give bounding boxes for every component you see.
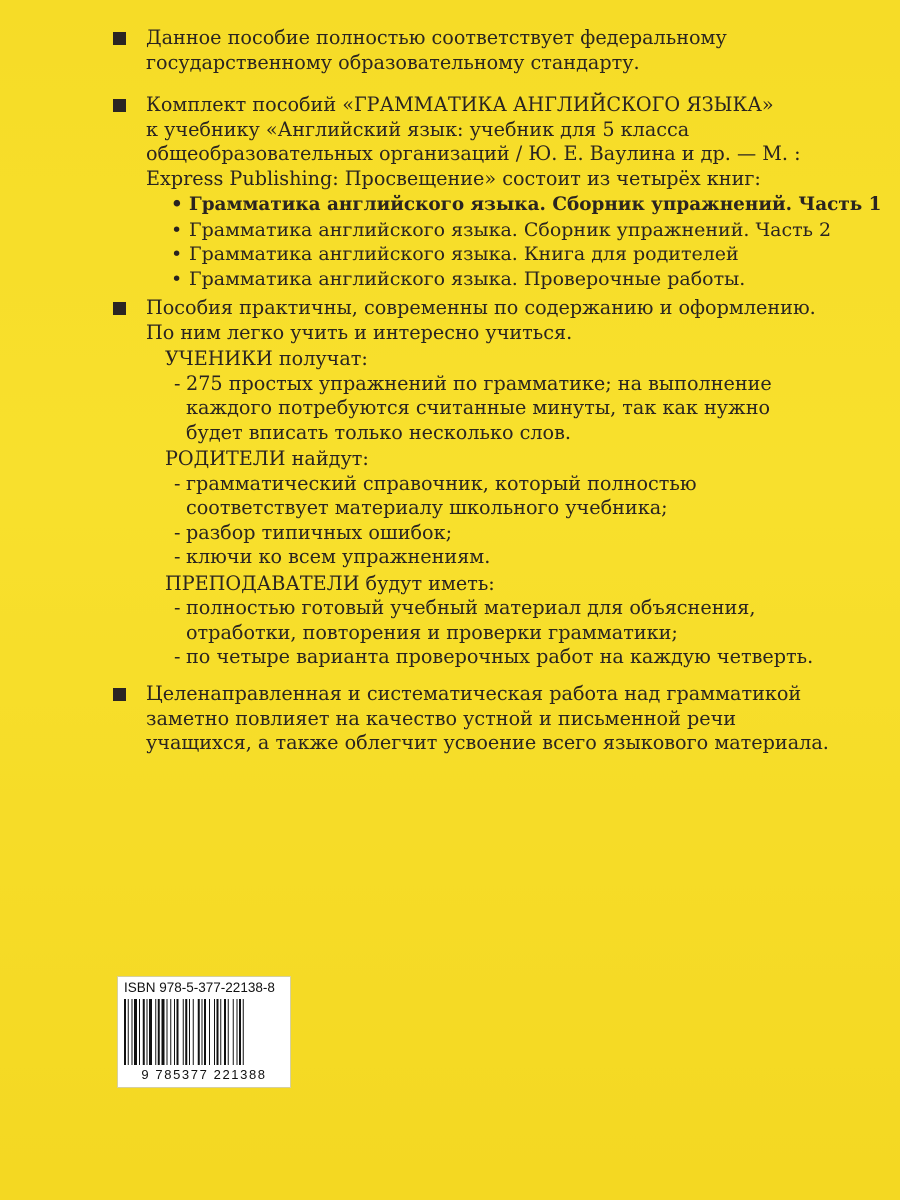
list-item: - грамматический справочник, который полностью соответствует материалу школьного учебника; [174,472,883,521]
book-item: • Грамматика английского языка. Сборник упражнений. Часть 1 [171,193,883,218]
isbn-label: ISBN 978-5-377-22138-8 [124,980,275,995]
standard-text: Данное пособие полностью соответствует федеральному государственному образовательному стандарту. [146,26,727,74]
section-features [113,296,883,670]
students-list [174,372,883,446]
kit-text: Комплект пособий «ГРАММАТИКА АНГЛИЙСКОГО ЯЗЫКА» к учебнику «Английский язык: учебник для 5 класса общеобразовательных организаций / Ю. Е. Ваулина и др. — М. : Express Publishing: Просвещение» состоит из четырёх книг: [146,93,801,190]
teachers-title: ПРЕПОДАВАТЕЛИ будут иметь: [165,571,495,595]
parents-list [174,472,883,570]
students-title: УЧЕНИКИ получат: [165,347,368,370]
book-item: • Грамматика английского языка. Сборник упражнений. Часть 2 [171,218,883,243]
list-item: - полностью готовый учебный материал для объяснения, отработки, повторения и проверки грамматики; [174,596,883,645]
book-item: • Грамматика английского языка. Проверочные работы. [171,267,883,292]
book-list [171,193,883,291]
features-text: Пособия практичны, современны по содержанию и оформлению. По ним легко учить и интересно учиться. [146,296,816,344]
square-bullet-icon [113,32,126,45]
parents-title: РОДИТЕЛИ найдут: [165,447,369,470]
section-kit [113,93,883,291]
teachers-list [174,596,883,670]
isbn-barcode [117,976,291,1088]
barcode-digits: 9 785377 221388 [141,1067,267,1082]
list-item: - ключи ко всем упражнениям. [174,545,883,570]
square-bullet-icon [113,302,126,315]
square-bullet-icon [113,99,126,112]
list-item: - разбор типичных ошибок; [174,521,883,546]
section-standard [113,26,883,75]
barcode-icon [124,999,284,1065]
list-item: - 275 простых упражнений по грамматике; на выполнение каждого потребуются считанные минуты, так как нужно будет вписать только несколько слов. [174,372,883,446]
conclusion-text: Целенаправленная и систематическая работа над грамматикой заметно повлияет на качество устной и письменной речи учащихся, а также облегчит усвоение всего языкового материала. [146,682,829,754]
section-conclusion [113,682,883,756]
book-item: • Грамматика английского языка. Книга для родителей [171,242,883,267]
square-bullet-icon [113,688,126,701]
list-item: - по четыре варианта проверочных работ на каждую четверть. [174,645,883,670]
